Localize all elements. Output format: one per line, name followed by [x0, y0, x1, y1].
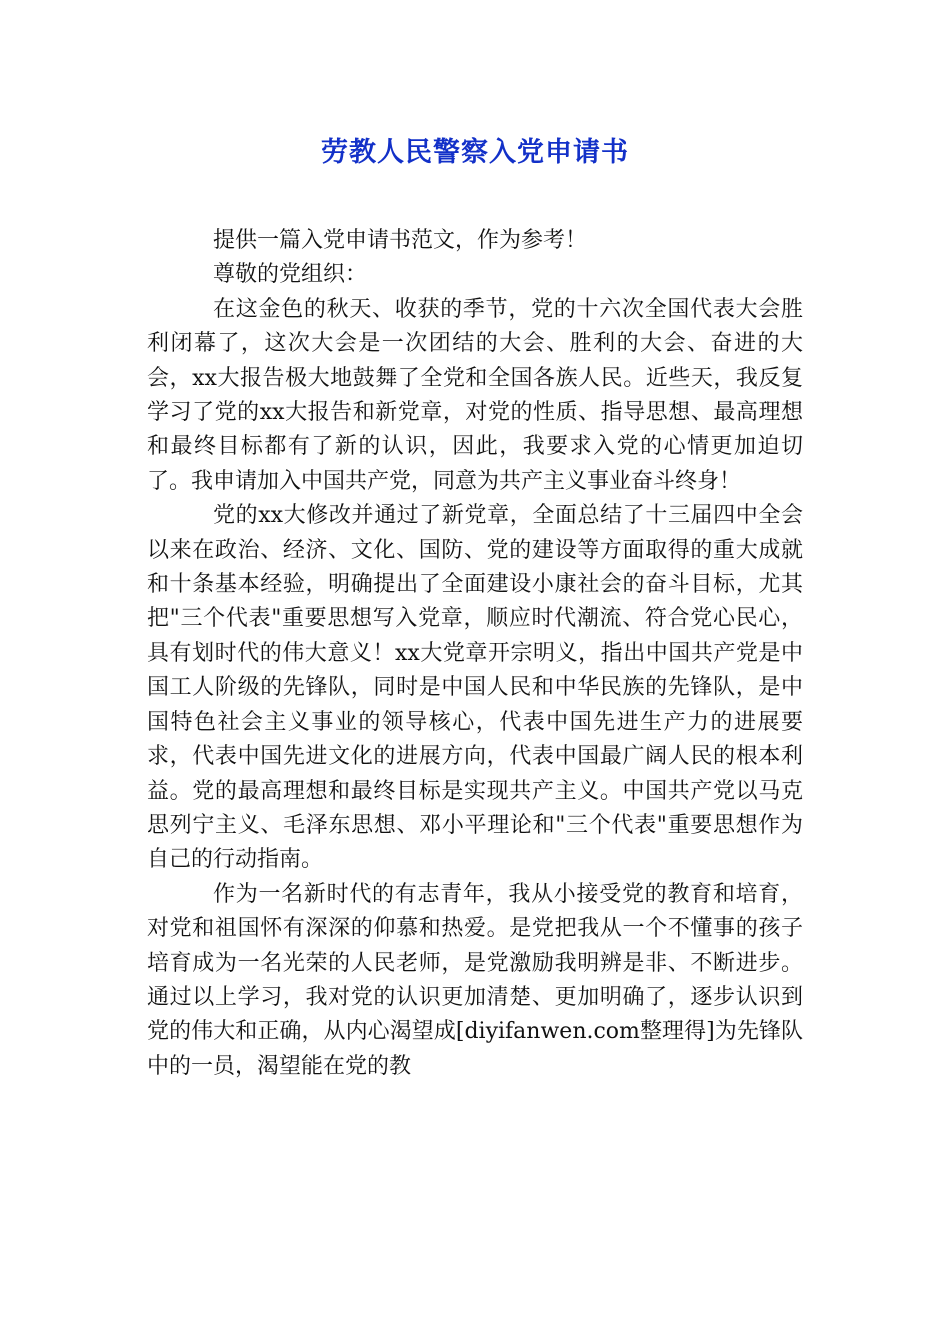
- document-body: [147, 224, 803, 1084]
- paragraph-2: 党的xx大修改并通过了新党章，全面总结了十三届四中全会以来在政治、经济、文化、国防、党的建设等方面取得的重大成就和十条基本经验，明确提出了全面建设小康社会的奋斗目标，尤其把"三个代表"重要思想写入党章，顺应时代潮流、符合党心民心，具有划时代的伟大意义！xx大党章开宗明义，指出中国共产党是中国工人阶级的先锋队，同时是中国人民和中华民族的先锋队，是中国特色社会主义事业的领导核心，代表中国先进生产力的进展要求，代表中国先进文化的进展方向，代表中国最广阔人民的根本利益。党的最高理想和最终目标是实现共产主义。中国共产党以马克思列宁主义、毛泽东思想、邓小平理论和"三个代表"重要思想作为自己的行动指南。: [147, 503, 803, 873]
- paragraph-salutation: 尊敬的党组织：: [213, 262, 368, 288]
- document-title: 劳教人民警察入党申请书: [321, 137, 629, 168]
- paragraph-1: 在这金色的秋天、收获的季节，党的十六次全国代表大会胜利闭幕了，这次大会是一次团结的大会、胜利的大会、奋进的大会，xx大报告极大地鼓舞了全党和全国各族人民。近些天，我反复学习了党的xx大报告和新党章，对党的性质、指导思想、最高理想和最终目标都有了新的认识，因此，我要求入党的心情更加迫切了。我申请加入中国共产党，同意为共产主义事业奋斗终身！: [147, 296, 803, 494]
- paragraph-3: 作为一名新时代的有志青年，我从小接受党的教育和培育，对党和祖国怀有深深的仰慕和热爱。是党把我从一个不懂事的孩子培育成为一名光荣的人民老师，是党激励我明辨是非、不断进步。通过以上学习，我对党的认识更加清楚、更加明确了，逐步认识到党的伟大和正确，从内心渴望成[diyifanwen.com整理得]为先锋队中的一员，渴望能在党的教: [147, 881, 803, 1079]
- paragraph-intro: 提供一篇入党申请书范文，作为参考！: [213, 228, 588, 253]
